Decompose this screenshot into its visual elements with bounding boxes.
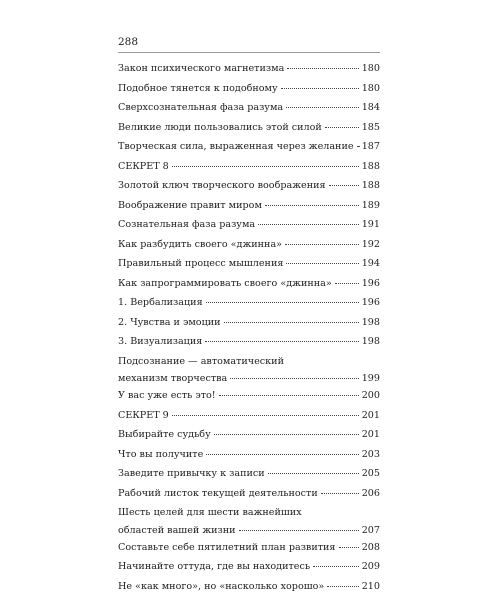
toc-entry bbox=[118, 274, 380, 294]
header-rule bbox=[118, 52, 380, 53]
toc-entry bbox=[118, 538, 380, 558]
toc-entry-title: У вас уже есть это! bbox=[118, 386, 216, 406]
toc-entry bbox=[118, 196, 380, 216]
toc-entry bbox=[118, 293, 380, 313]
toc-entry-title: Сознательная фаза разума bbox=[118, 215, 255, 235]
toc-entry-page: 199 bbox=[362, 371, 380, 386]
toc-entry bbox=[118, 137, 380, 157]
toc-entry-page: 210 bbox=[362, 577, 380, 596]
toc-entry-title: Как разбудить своего «джинна» bbox=[118, 235, 282, 255]
toc-entry-title: Подобное тянется к подобному bbox=[118, 79, 278, 99]
dot-leader bbox=[206, 302, 359, 303]
toc-entry-title: Начинайте оттуда, где вы находитесь bbox=[118, 557, 310, 577]
toc-entry bbox=[118, 523, 380, 538]
toc-entry-title: Заведите привычку к записи bbox=[118, 464, 265, 484]
toc-entry-page: 201 bbox=[362, 425, 380, 445]
toc-entry-title: Закон психического магнетизма bbox=[118, 59, 284, 79]
toc-entry-page: 205 bbox=[362, 464, 380, 484]
toc-entry bbox=[118, 235, 380, 255]
toc-entry-page: 201 bbox=[362, 406, 380, 426]
dot-leader bbox=[172, 166, 359, 167]
toc-entry-page: 203 bbox=[362, 445, 380, 465]
dot-leader bbox=[286, 107, 359, 108]
toc-entry-title: Не «как много», но «насколько хорошо» bbox=[118, 577, 324, 596]
toc-entry bbox=[118, 464, 380, 484]
toc-entry-page: 180 bbox=[362, 79, 380, 99]
dot-leader bbox=[230, 378, 358, 379]
toc-entry-page: 194 bbox=[362, 254, 380, 274]
toc-entry-title: Правильный процесс мышления bbox=[118, 254, 283, 274]
dot-leader bbox=[286, 263, 358, 264]
dot-leader bbox=[239, 530, 359, 531]
toc-entry bbox=[118, 157, 380, 177]
dot-leader bbox=[287, 68, 358, 69]
toc-entry-title: Рабочий листок текущей деятельности bbox=[118, 484, 318, 504]
toc-entry-page: 206 bbox=[362, 484, 380, 504]
toc-entry-page: 188 bbox=[362, 176, 380, 196]
toc-entry-page: 196 bbox=[362, 274, 380, 294]
toc-entry-title: 3. Визуализация bbox=[118, 332, 202, 352]
toc-entry-title: 1. Вербализация bbox=[118, 293, 203, 313]
toc-entry bbox=[118, 406, 380, 426]
toc-entry bbox=[118, 371, 380, 386]
toc-entry-title: Что вы получите bbox=[118, 445, 203, 465]
dot-leader bbox=[258, 224, 359, 225]
toc-entry bbox=[118, 445, 380, 465]
toc-entry bbox=[118, 79, 380, 99]
toc-entry-page: 187 bbox=[362, 137, 380, 157]
toc-entry bbox=[118, 313, 380, 333]
page-number: 288 bbox=[118, 36, 138, 48]
toc-entry-page: 208 bbox=[362, 538, 380, 558]
toc-entry-page: 209 bbox=[362, 557, 380, 577]
dot-leader bbox=[325, 127, 359, 128]
toc-entry bbox=[118, 332, 380, 352]
dot-leader bbox=[219, 395, 359, 396]
toc-entry-page: 188 bbox=[362, 157, 380, 177]
toc-entry-title: Подсознание — автоматический bbox=[118, 352, 284, 372]
toc-entry bbox=[118, 59, 380, 79]
toc-entry-page: 192 bbox=[362, 235, 380, 255]
toc-entry-title: Выбирайте судьбу bbox=[118, 425, 211, 445]
toc-entry-page: 198 bbox=[362, 332, 380, 352]
toc-entry bbox=[118, 215, 380, 235]
toc-entry-page: 185 bbox=[362, 118, 380, 138]
toc-entry-title: Великие люди пользовались этой силой bbox=[118, 118, 322, 138]
toc-entry-page: 198 bbox=[362, 313, 380, 333]
toc-entry-page: 189 bbox=[362, 196, 380, 216]
toc-entry-page: 200 bbox=[362, 386, 380, 406]
toc-entry bbox=[118, 254, 380, 274]
toc-entry-page: 191 bbox=[362, 215, 380, 235]
dot-leader bbox=[321, 493, 359, 494]
dot-leader bbox=[265, 205, 359, 206]
table-of-contents bbox=[118, 59, 380, 596]
toc-entry-title: 2. Чувства и эмоции bbox=[118, 313, 221, 333]
toc-entry-title: Шесть целей для шести важнейших bbox=[118, 503, 302, 523]
toc-entry bbox=[118, 118, 380, 138]
toc-entry-title: Творческая сила, выраженная через желание bbox=[118, 137, 354, 157]
toc-entry-title: Составьте себе пятилетний план развития bbox=[118, 538, 336, 558]
dot-leader bbox=[172, 415, 359, 416]
toc-entry-page: 184 bbox=[362, 98, 380, 118]
dot-leader bbox=[281, 88, 359, 89]
toc-entry-page: 180 bbox=[362, 59, 380, 79]
dot-leader bbox=[268, 473, 359, 474]
dot-leader bbox=[224, 322, 359, 323]
dot-leader bbox=[329, 185, 359, 186]
toc-entry bbox=[118, 557, 380, 577]
toc-entry bbox=[118, 577, 380, 596]
toc-entry-title: механизм творчества bbox=[118, 371, 227, 386]
dot-leader bbox=[285, 244, 359, 245]
toc-entry bbox=[118, 503, 380, 523]
dot-leader bbox=[205, 341, 358, 342]
toc-entry-title: СЕКРЕТ 9 bbox=[118, 406, 169, 426]
toc-entry-title: Воображение правит миром bbox=[118, 196, 262, 216]
dot-leader bbox=[313, 566, 359, 567]
toc-entry bbox=[118, 176, 380, 196]
dot-leader bbox=[214, 434, 359, 435]
dot-leader bbox=[357, 146, 359, 147]
toc-entry bbox=[118, 425, 380, 445]
dot-leader bbox=[335, 283, 359, 284]
toc-entry-title: областей вашей жизни bbox=[118, 523, 236, 538]
toc-entry bbox=[118, 98, 380, 118]
dot-leader bbox=[339, 547, 359, 548]
toc-entry-title: Сверхсознательная фаза разума bbox=[118, 98, 283, 118]
toc-entry-title: Золотой ключ творческого воображения bbox=[118, 176, 326, 196]
toc-entry-title: СЕКРЕТ 8 bbox=[118, 157, 169, 177]
toc-entry-page: 207 bbox=[362, 523, 380, 538]
dot-leader bbox=[327, 586, 358, 587]
toc-entry bbox=[118, 386, 380, 406]
toc-entry-page: 196 bbox=[362, 293, 380, 313]
toc-entry bbox=[118, 352, 380, 372]
toc-entry-title: Как запрограммировать своего «джинна» bbox=[118, 274, 332, 294]
dot-leader bbox=[206, 454, 358, 455]
toc-entry bbox=[118, 484, 380, 504]
